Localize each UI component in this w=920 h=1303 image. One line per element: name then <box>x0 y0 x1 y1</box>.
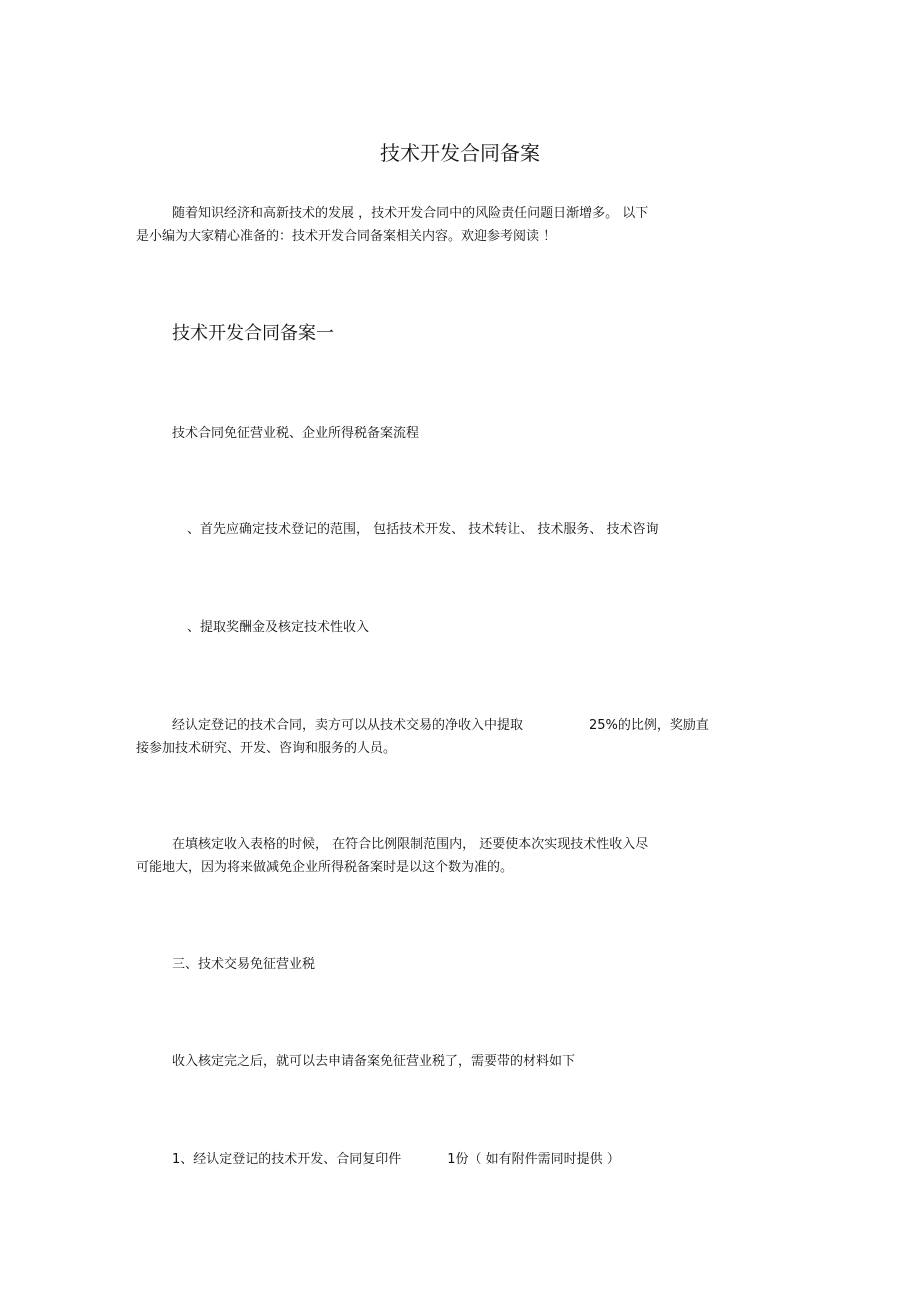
material-item-1-quantity: 1份（ 如有附件需同时提供 ） <box>447 1152 620 1167</box>
form-line-1: 在填核定收入表格的时候， 在符合比例限制范围内， 还要使本次实现技术性收入尽 <box>172 837 649 852</box>
intro-line-1: 随着知识经济和高新技术的发展 ，技术开发合同中的风险责任问题日渐增多。 以下 <box>172 206 649 221</box>
reward-line-1-percent: 25%的比例，奖励直 <box>589 718 709 733</box>
intro-paragraph <box>136 202 776 248</box>
reward-line-1-text: 经认定登记的技术合同，卖方可以从技术交易的净收入中提取 <box>172 718 524 733</box>
step-1: 、首先应确定技术登记的范围， 包括技术开发、 技术转让、 技术服务、 技术咨询 <box>187 522 659 537</box>
step-3: 三、技术交易免征营业税 <box>172 957 316 972</box>
document-title: 技术开发合同备案 <box>380 141 540 165</box>
form-line-2: 可能地大，因为将来做减免企业所得税备案时是以这个数为准的。 <box>136 860 514 875</box>
subheading-tax-process: 技术合同免征营业税、企业所得税备案流程 <box>172 426 420 441</box>
material-item-1-text: 1、经认定登记的技术开发、合同复印件 <box>172 1152 402 1167</box>
material-item-1 <box>172 1150 620 1170</box>
apply-paragraph: 收入核定完之后，就可以去申请备案免征营业税了，需要带的材料如下 <box>172 1054 576 1069</box>
reward-line-1 <box>136 714 776 737</box>
reward-paragraph <box>136 714 776 760</box>
form-paragraph <box>136 833 776 879</box>
intro-line-2: 是小编为大家精心准备的：技术开发合同备案相关内容。欢迎参考阅读 ！ <box>136 229 557 244</box>
section-heading: 技术开发合同备案一 <box>172 323 334 344</box>
reward-line-2: 接参加技术研究、开发、咨询和服务的人员。 <box>136 741 397 756</box>
step-2: 、提取奖酬金及核定技术性收入 <box>187 620 370 635</box>
